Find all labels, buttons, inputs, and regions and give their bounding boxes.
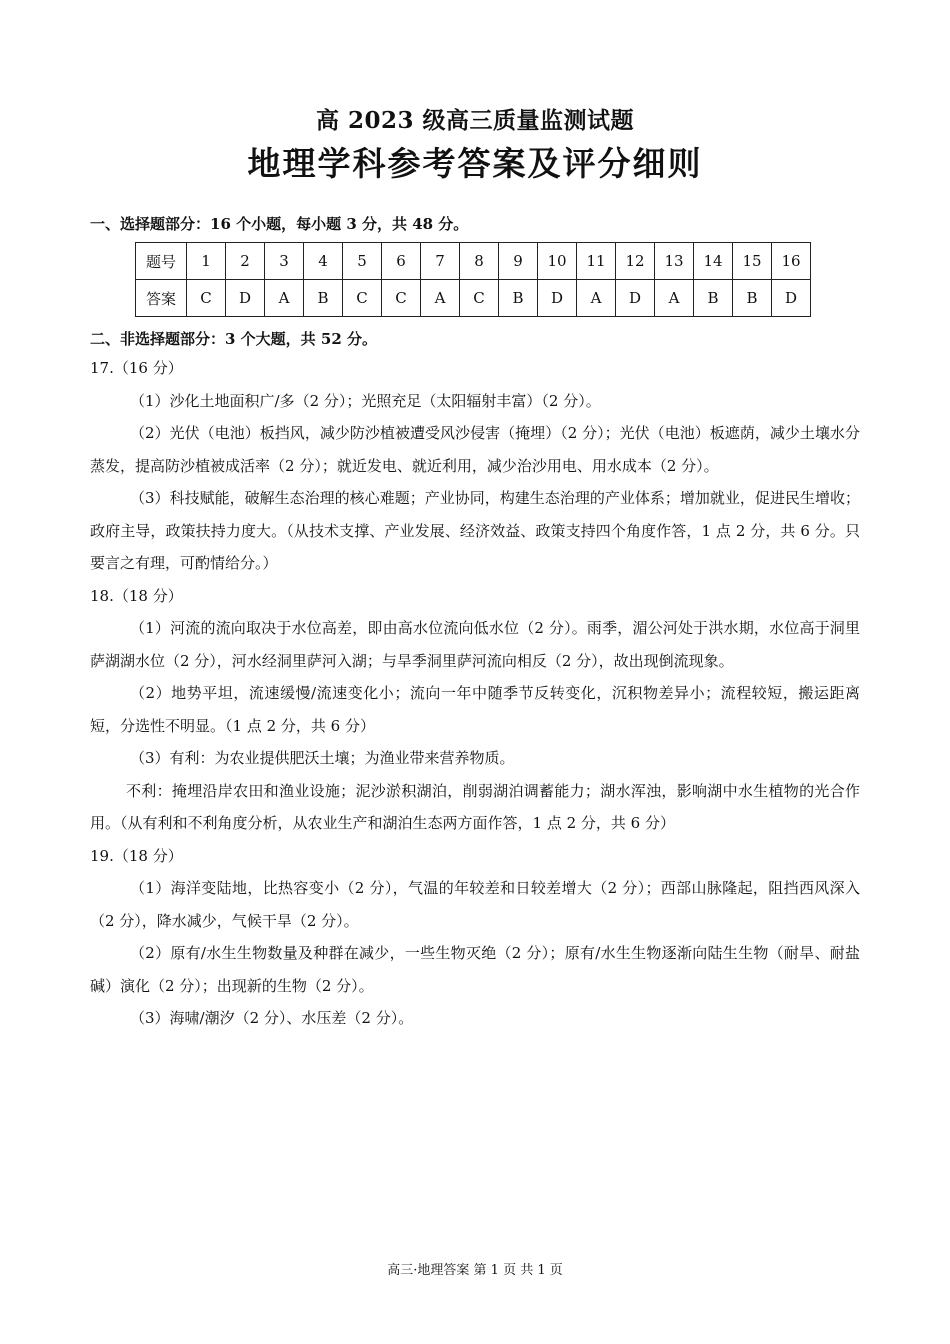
table-cell: 2 <box>226 243 265 280</box>
table-cell: D <box>616 280 655 317</box>
table-cell: B <box>304 280 343 317</box>
table-cell: 12 <box>616 243 655 280</box>
table-cell: 6 <box>382 243 421 280</box>
table-cell: C <box>460 280 499 317</box>
table-cell: B <box>499 280 538 317</box>
table-cell: 15 <box>733 243 772 280</box>
table-cell: 11 <box>577 243 616 280</box>
question-17-title: 17.（16 分） <box>90 359 183 377</box>
table-cell: D <box>226 280 265 317</box>
table-cell: A <box>655 280 694 317</box>
question-17-part3: （3）科技赋能，破解生态治理的核心难题；产业协同，构建生态治理的产业体系；增加就业，促进民生增收；政府主导，政策扶持力度大。（从技术支撑、产业发展、经济效益、政策支持四个角度作答，1 点 2 分，共 6 分。只要言之有理，可酌情给分。） <box>90 489 860 572</box>
table-cell: 14 <box>694 243 733 280</box>
table-cell: 13 <box>655 243 694 280</box>
table-cell: 16 <box>772 243 811 280</box>
question-18-part3-cont: 不利：掩埋沿岸农田和渔业设施；泥沙淤积湖泊，削弱湖泊调蓄能力；湖水浑浊，影响湖中水生植物的光合作用。（从有利和不利角度分析，从农业生产和湖泊生态两方面作答，1 点 2 分，共 6 分） <box>90 781 860 832</box>
table-cell: C <box>343 280 382 317</box>
table-cell: 题号 <box>136 243 187 280</box>
section1-heading: 一、选择题部分：16 个小题，每小题 3 分，共 48 分。 <box>90 215 469 233</box>
table-cell: D <box>772 280 811 317</box>
page-footer: 高三·地理答案 第 1 页 共 1 页 <box>387 1263 563 1278</box>
table-cell: 7 <box>421 243 460 280</box>
table-cell: 4 <box>304 243 343 280</box>
question-19-part2: （2）原有/水生生物数量及种群在减少，一些生物灭绝（2 分）；原有/水生生物逐渐向陆生生物（耐旱、耐盐碱）演化（2 分）；出现新的生物（2 分）。 <box>90 944 860 995</box>
question-19-part3: （3）海啸/潮汐（2 分）、水压差（2 分）。 <box>130 1009 414 1027</box>
question-19-part1: （1）海洋变陆地，比热容变小（2 分），气温的年较差和日较差增大（2 分）；西部山脉隆起，阻挡西风深入（2 分），降水减少，气候干旱（2 分）。 <box>90 879 860 930</box>
table-cell: B <box>694 280 733 317</box>
table-cell: 答案 <box>136 280 187 317</box>
section2-heading: 二、非选择题部分：3 个大题，共 52 分。 <box>90 330 377 348</box>
question-17-part1: （1）沙化土地面积广/多（2 分）；光照充足（太阳辐射丰富）（2 分）。 <box>130 391 601 410</box>
table-row-numbers <box>136 243 811 280</box>
table-cell: 1 <box>187 243 226 280</box>
table-cell: 3 <box>265 243 304 280</box>
table-cell: B <box>733 280 772 317</box>
question-18-part2: （2）地势平坦，流速缓慢/流速变化小；流向一年中随季节反转变化，沉积物差异小；流程较短，搬运距离短，分选性不明显。（1 点 2 分，共 6 分） <box>90 684 860 735</box>
question-18-title: 18.（18 分） <box>90 586 183 605</box>
question-19-title: 19.（18 分） <box>90 846 183 865</box>
table-cell: 10 <box>538 243 577 280</box>
page-subtitle: 地理学科参考答案及评分细则 <box>247 144 703 183</box>
table-cell: C <box>187 280 226 317</box>
question-17-part2: （2）光伏（电池）板挡风，减少防沙植被遭受风沙侵害（掩埋）（2 分）；光伏（电池）板遮荫，减少土壤水分蒸发，提高防沙植被成活率（2 分）；就近发电、就近利用，减少治沙用电、用水成本（2 分）。 <box>90 424 860 475</box>
page-title: 高 2023 级高三质量监测试题 <box>315 107 635 134</box>
answer-table <box>135 242 811 317</box>
table-cell: 9 <box>499 243 538 280</box>
table-cell: 5 <box>343 243 382 280</box>
table-cell: A <box>577 280 616 317</box>
table-row-answers <box>136 280 811 317</box>
answer-body <box>90 352 860 1035</box>
question-18-part1: （1）河流的流向取决于水位高差，即由高水位流向低水位（2 分）。雨季，湄公河处于洪水期，水位高于洞里萨湖湖水位（2 分），河水经洞里萨河入湖；与旱季洞里萨河流向相反（2 分），故出现倒流现象。 <box>90 619 860 670</box>
table-cell: D <box>538 280 577 317</box>
question-18-part3: （3）有利：为农业提供肥沃土壤；为渔业带来营养物质。 <box>130 749 515 767</box>
table-cell: 8 <box>460 243 499 280</box>
table-cell: A <box>265 280 304 317</box>
table-cell: C <box>382 280 421 317</box>
table-cell: A <box>421 280 460 317</box>
